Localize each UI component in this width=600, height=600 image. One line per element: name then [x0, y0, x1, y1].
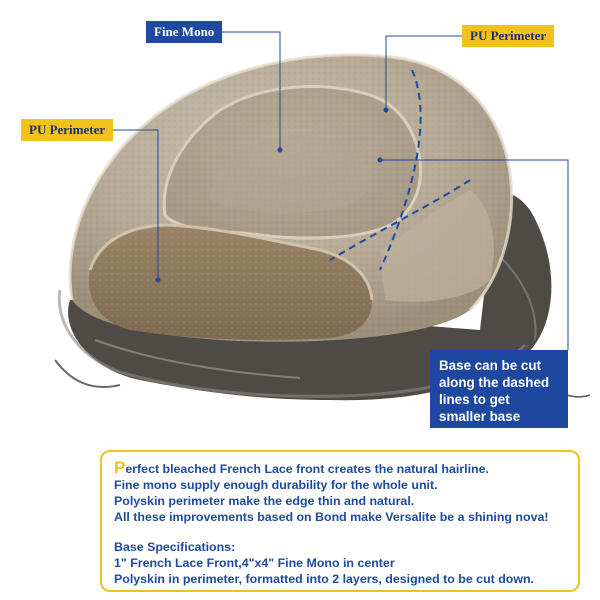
pu-perimeter-label-right: PU Perimeter [462, 25, 554, 47]
spec-line-1: 1" French Lace Front,4"x4" Fine Mono in center [114, 556, 395, 570]
description-line-1-text: erfect bleached French Lace front creates the natural hairline. [125, 462, 489, 476]
description-line-4: All these improvements based on Bond make Versalite be a shining nova! [114, 510, 549, 524]
description-line-1 [114, 460, 570, 477]
spec-title: Base Specifications: [114, 540, 236, 554]
fine-mono-label: Fine Mono [146, 21, 222, 43]
cut-lines-callout: Base can be cut along the dashed lines to get smaller base sizes. [430, 350, 568, 428]
description-line-3: Polyskin perimeter make the edge thin and natural. [114, 494, 415, 508]
product-description-box [100, 450, 580, 592]
spec-line-2: Polyskin in perimeter, formatted into 2 layers, designed to be cut down. [114, 572, 534, 586]
description-spacer [114, 525, 570, 539]
pu-perimeter-label-left: PU Perimeter [21, 119, 113, 141]
description-initial-letter: P [114, 458, 126, 477]
description-line-2: Fine mono supply enough durability for the whole unit. [114, 478, 438, 492]
